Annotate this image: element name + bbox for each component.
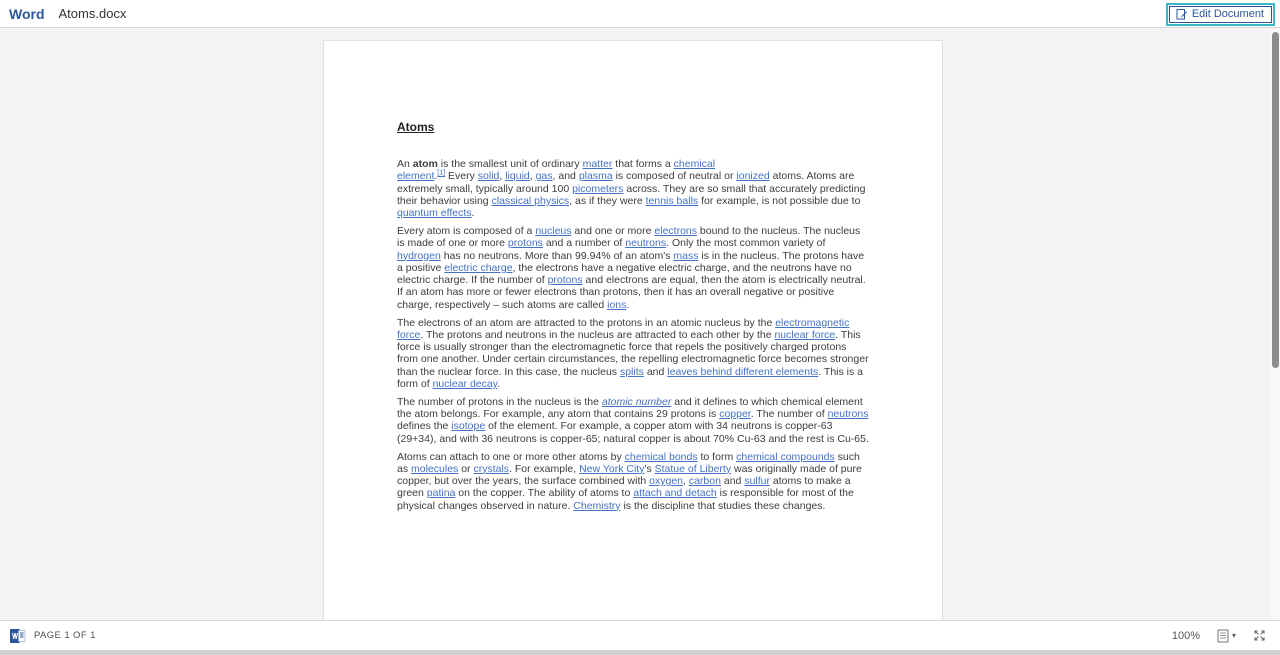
doc-link[interactable]: ions <box>607 298 627 311</box>
text-run: . <box>471 207 475 220</box>
text-run: and <box>643 365 668 378</box>
zoom-level[interactable]: 100% <box>1171 629 1200 642</box>
text-run: . The protons and neutrons in the nucleus are attracted to each other by the <box>420 328 775 341</box>
text-run: is responsible for most of the physical changes observed in nature. <box>397 487 854 512</box>
text-run: , <box>499 170 506 183</box>
text-run: atoms. Atoms are extremely small, typically around 100 <box>397 170 855 195</box>
doc-link[interactable]: carbon <box>688 475 721 488</box>
page-indicator: PAGE 1 OF 1 <box>34 630 96 641</box>
text-run: and <box>720 475 745 488</box>
text-run: . The number of <box>750 408 828 421</box>
doc-link[interactable]: hydrogen <box>397 249 441 262</box>
fullscreen-icon <box>1253 629 1266 642</box>
text-run: . <box>497 378 501 391</box>
paragraph <box>397 225 869 311</box>
text-run: 's <box>644 462 655 475</box>
text-run: Atoms can attach to one or more other atoms by <box>397 450 625 463</box>
text-run: , and <box>552 170 579 183</box>
page-margins <box>324 41 942 512</box>
doc-link[interactable]: copper <box>719 408 751 421</box>
text-run: The number of protons in the nucleus is the <box>397 395 602 408</box>
text-run: or <box>458 462 474 475</box>
text-run: has no neutrons. More than 99.94% of an atom's <box>440 249 674 262</box>
paragraph <box>397 158 869 219</box>
app-logo-text: Word <box>9 5 45 22</box>
doc-link[interactable]: isotope <box>451 420 486 433</box>
text-run: and a number of <box>542 237 626 250</box>
doc-link[interactable]: leaves behind different elements <box>667 365 819 378</box>
page-view-icon <box>1217 629 1229 643</box>
title-bar <box>0 0 1280 28</box>
scrollbar-thumb[interactable] <box>1272 32 1279 368</box>
paragraph <box>397 451 869 512</box>
document-page <box>323 40 943 620</box>
status-bar-main <box>0 621 1280 650</box>
text-run: and electrons are equal, then the atom is electrically neutral. If an atom has more or fewer electrons than protons, then it has an overall negative or positive charge, respectively – such atoms are called <box>397 274 866 311</box>
doc-link[interactable]: chemical <box>673 158 716 170</box>
doc-link[interactable]: quantum effects <box>397 207 472 220</box>
edit-button-label: Edit Document <box>1191 8 1264 20</box>
text-run: , <box>683 475 689 488</box>
text-run: on the copper. The ability of atoms to <box>455 487 634 500</box>
doc-link[interactable]: matter <box>582 158 613 170</box>
text-run: Every atom is composed of a <box>397 224 536 237</box>
doc-link[interactable]: atomic number <box>601 395 672 408</box>
edit-document-icon <box>1176 8 1188 20</box>
doc-link[interactable]: picometers <box>572 182 624 195</box>
doc-link[interactable]: electrons <box>654 224 698 237</box>
window-edge <box>0 650 1280 655</box>
doc-link[interactable]: attach and detach <box>633 487 717 500</box>
document-heading: Atoms <box>397 120 435 134</box>
edit-button-highlight-box <box>1166 3 1275 26</box>
text-run: across. They are so small that accurately predicting their behavior using <box>397 182 866 207</box>
word-logo-icon <box>10 628 26 644</box>
text-run: atom <box>412 158 438 170</box>
doc-link[interactable]: sulfur <box>744 475 770 488</box>
document-title: Atoms.docx <box>58 6 127 21</box>
paragraph <box>397 317 869 391</box>
doc-link[interactable]: liquid <box>505 170 530 183</box>
text-run: An <box>397 158 413 170</box>
doc-link[interactable]: crystals <box>473 462 510 475</box>
text-run: that forms a <box>612 158 674 170</box>
doc-link[interactable]: classical physics <box>491 194 570 207</box>
doc-link[interactable]: nucleus <box>535 224 572 237</box>
doc-link[interactable]: mass <box>673 249 699 262</box>
document-viewport <box>0 29 1280 620</box>
doc-link[interactable]: chemical bonds <box>624 450 698 463</box>
text-run: was originally made of pure copper, but over the years, the surface combined with <box>397 462 862 488</box>
doc-link[interactable]: plasma <box>578 170 613 183</box>
text-run: Every <box>445 170 478 183</box>
doc-link[interactable]: electromagnetic force <box>397 316 850 341</box>
text-run: . For example, <box>509 462 580 475</box>
text-run: . This is a form of <box>397 365 864 391</box>
text-run: to form <box>697 450 737 463</box>
vertical-scrollbar[interactable] <box>1270 29 1280 620</box>
doc-link[interactable]: Statue of Liberty <box>654 462 732 475</box>
edit-document-button[interactable] <box>1169 6 1272 23</box>
text-run: defines the <box>397 420 452 433</box>
text-run: of the element. For example, a copper atom with 34 neutrons is copper-63 (29+34), and with 36 neutrons is copper-65; natural copper is about 70% Cu-63 and the rest is Cu-65. <box>397 420 869 445</box>
paragraph <box>397 396 869 445</box>
text-run: , as if they were <box>569 194 646 207</box>
text-run: , <box>529 170 536 183</box>
text-run: , the electrons have a negative electric charge, and the neutrons have no electric charge. If the number of <box>397 261 852 287</box>
doc-link[interactable]: molecules <box>411 462 459 475</box>
doc-link[interactable]: nuclear force <box>774 328 836 341</box>
status-bar <box>0 620 1280 655</box>
text-run: is in the nucleus. The protons have a positive <box>397 249 865 274</box>
doc-link[interactable]: ionized <box>736 170 770 183</box>
text-run: bound to the nucleus. The nucleus is made of one or more <box>397 224 861 250</box>
text-run: is the smallest unit of ordinary <box>437 158 583 170</box>
doc-link[interactable]: element <box>397 170 435 183</box>
text-run: . <box>626 298 630 311</box>
view-mode-button[interactable] <box>1217 629 1236 643</box>
doc-link[interactable]: solid <box>477 170 500 183</box>
text-run: for example, is not possible due to <box>698 194 861 207</box>
doc-link[interactable]: electric charge <box>444 261 513 274</box>
doc-link[interactable]: nuclear decay <box>432 378 498 391</box>
doc-link[interactable]: New York City <box>579 462 645 475</box>
text-run: atoms to make a green <box>397 475 851 500</box>
doc-link[interactable]: patina <box>426 487 456 500</box>
text-run: and it defines to which chemical element the atom belongs. For example, any atom that contains 29 protons is <box>397 395 863 421</box>
doc-link[interactable]: chemical compounds <box>736 450 835 463</box>
doc-link[interactable]: neutrons <box>827 408 869 421</box>
doc-link[interactable]: neutrons <box>625 237 667 250</box>
doc-link[interactable]: gas <box>535 170 553 183</box>
fullscreen-button[interactable] <box>1253 629 1266 642</box>
caret-down-icon: ▾ <box>1231 631 1236 640</box>
doc-link[interactable]: splits <box>619 365 644 378</box>
text-run: such as <box>397 450 860 475</box>
doc-link[interactable]: oxygen <box>649 475 683 488</box>
doc-link[interactable]: protons <box>547 274 583 287</box>
text-run: . <box>434 170 438 183</box>
text-run: . Only the most common variety of <box>666 237 826 250</box>
text-run: The electrons of an atom are attracted to the protons in an atomic nucleus by the <box>397 316 776 329</box>
doc-link[interactable]: Chemistry <box>573 499 621 512</box>
doc-link[interactable]: protons <box>507 237 543 250</box>
doc-link[interactable]: [1] <box>437 169 446 177</box>
text-run: is composed of neutral or <box>612 170 737 183</box>
text-run: . This force is usually stronger than the electromagnetic force that repels the positively charged protons from one another. Under certain circumstances, the repelling electromagnetic force becomes stronger than the nuclear force. In this case, the nucleus <box>397 328 869 378</box>
text-run: and one or more <box>571 224 655 237</box>
doc-link[interactable]: tennis balls <box>645 194 699 207</box>
document-body <box>397 158 869 512</box>
text-run: is the discipline that studies these changes. <box>620 499 826 512</box>
